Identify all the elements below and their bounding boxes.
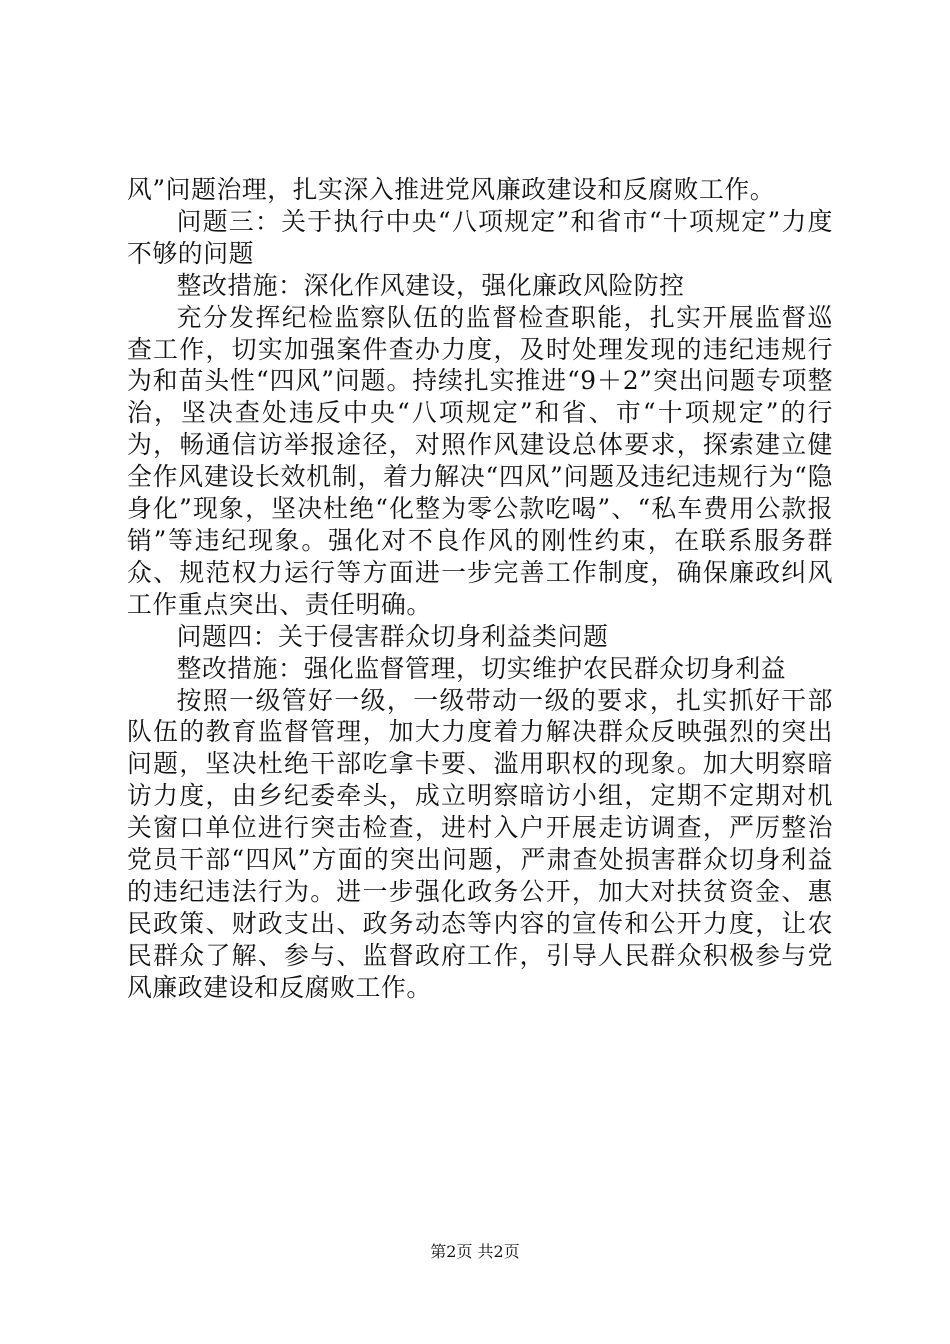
problem-four-heading: 问题四：关于侵害群众切身利益类问题 — [176, 621, 609, 651]
measure-three-heading: 整改措施：深化作风建设，强化廉政风险防控 — [176, 270, 685, 300]
measure-four-heading: 整改措施：强化监督管理，切实维护农民群众切身利益 — [176, 653, 787, 683]
paragraph-continuation: 风”问题治理，扎实深入推进党风廉政建设和反腐败工作。 — [127, 175, 776, 204]
document-body — [127, 174, 833, 1004]
measure-four-body: 按照一级管好一级，一级带动一级的要求，扎实抓好干部队伍的教育监督管理，加大力度着力解决群众反映强烈的突出问题，坚决杜绝干部吃拿卡要、滥用职权的现象。加大明察暗访力度，由乡纪委牵头，成立明察暗访小组，定期不定期对机关窗口单位进行突击检查，进村入户开展走访调查，严厉整治党员干部“四风”方面的突出问题，严肃查处损害群众切身利益的违纪违法行为。进一步强化政务公开，加大对扶贫资金、惠民政策、财政支出、政务动态等内容的宣传和公开力度，让农民群众了解、参与、监督政府工作，引导人民群众积极参与党风廉政建设和反腐败工作。 — [127, 685, 833, 1002]
measure-three-body: 充分发挥纪检监察队伍的监督检查职能，扎实开展监督巡查工作，切实加强案件查办力度，及时处理发现的违纪违规行为和苗头性“四风”问题。持续扎实推进“9＋2”突出问题专项整治，坚决查处违反中央“八项规定”和省、市“十项规定”的行为，畅通信访举报途径，对照作风建设总体要求，探索建立健全作风建设长效机制，着力解决“四风”问题及违纪违规行为“隐身化”现象，坚决杜绝“化整为零公款吃喝”、“私车费用公款报销”等违纪现象。强化对不良作风的刚性约束，在联系服务群众、规范权力运行等方面进一步完善工作制度，确保廉政纠风工作重点突出、责任明确。 — [127, 302, 833, 619]
page-footer: 第2页 共2页 — [430, 1242, 520, 1261]
problem-three-heading: 问题三：关于执行中央“八项规定”和省市“十项规定”力度不够的问题 — [127, 206, 833, 268]
